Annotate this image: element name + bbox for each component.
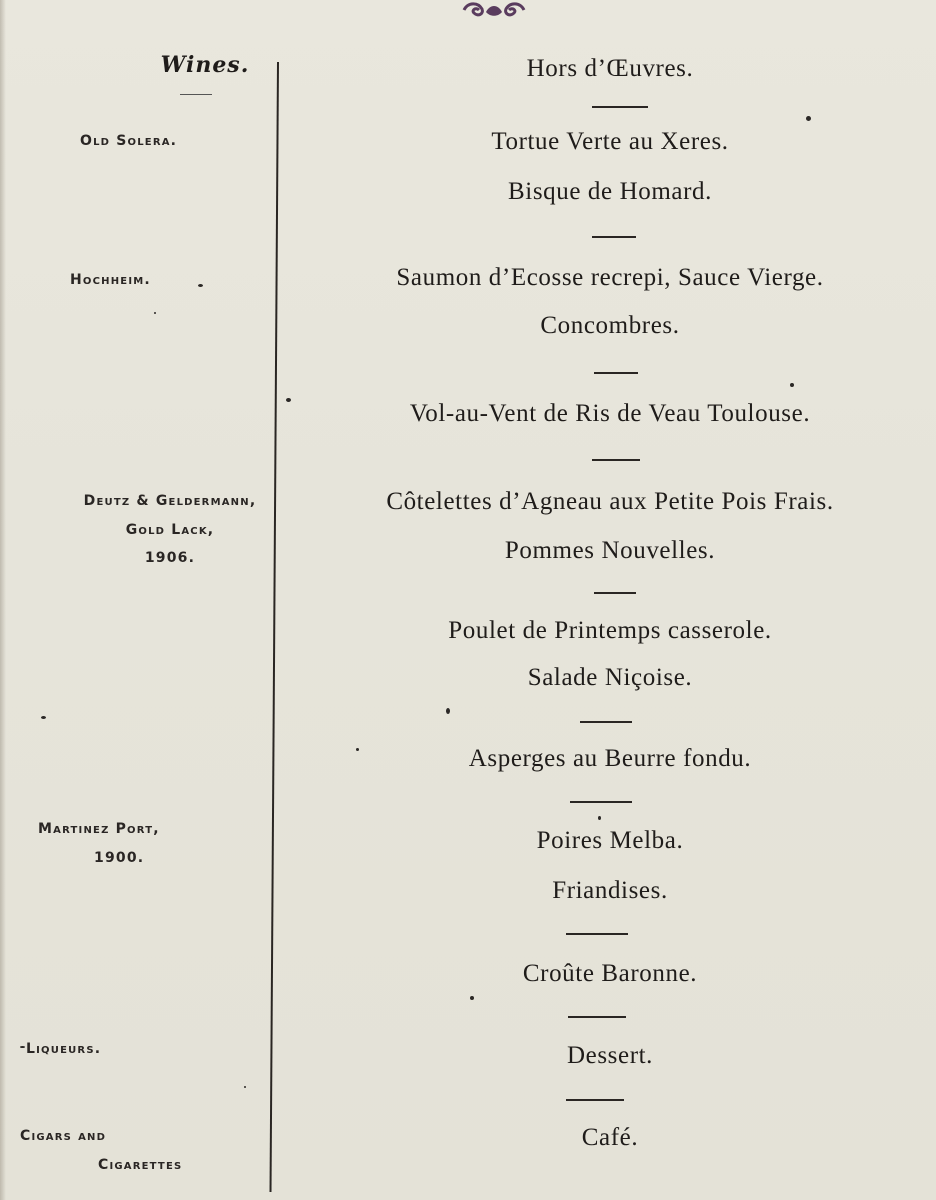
course-poires-melba: Poires Melba. [536, 827, 684, 854]
ink-speck [198, 284, 203, 287]
course-cafe: Café. [581, 1124, 639, 1151]
wine-martinez-port: Martinez Port, [38, 821, 160, 837]
course-cotelettes-agneau: Côtelettes d’Agneau aux Petite Pois Frais. [386, 488, 834, 515]
column-divider [270, 62, 279, 1192]
ink-speck [154, 312, 156, 314]
wine-gold-lack: Gold Lack, [125, 522, 215, 538]
course-separator [566, 933, 628, 935]
course-separator [592, 236, 636, 238]
ink-speck [286, 398, 291, 402]
wines-heading: Wines. [160, 52, 250, 78]
course-separator [592, 106, 648, 108]
course-croute-baronne: Croûte Baronne. [522, 960, 698, 987]
ink-speck [598, 816, 601, 820]
course-hors-doeuvres: Hors d’Œuvres. [526, 55, 694, 82]
flourish-ornament-icon [458, 0, 530, 20]
wines-heading-rule [180, 94, 212, 95]
wine-deutz-geldermann: Deutz & Geldermann, [83, 493, 257, 509]
course-friandises: Friandises. [552, 877, 668, 904]
course-bisque-homard: Bisque de Homard. [508, 178, 712, 205]
ink-speck [20, 1046, 25, 1048]
course-dessert: Dessert. [566, 1042, 654, 1069]
course-saumon-ecosse: Saumon d’Ecosse recrepi, Sauce Vierge. [396, 264, 824, 291]
ink-speck [356, 748, 359, 751]
course-asperges: Asperges au Beurre fondu. [468, 745, 752, 772]
course-vol-au-vent: Vol-au-Vent de Ris de Veau Toulouse. [409, 400, 811, 427]
course-pommes-nouvelles: Pommes Nouvelles. [504, 537, 716, 564]
wine-vintage-1900: 1900. [94, 850, 145, 866]
course-separator [570, 801, 632, 803]
wine-cigars: Cigars and [20, 1128, 107, 1144]
ink-speck [806, 116, 811, 121]
course-separator [568, 1016, 626, 1018]
course-concombres: Concombres. [540, 312, 680, 339]
wine-vintage-1906: 1906. [144, 550, 196, 566]
course-separator [594, 372, 638, 374]
course-separator [566, 1099, 624, 1101]
course-poulet-printemps: Poulet de Printemps casserole. [448, 617, 772, 644]
ink-speck [244, 1086, 246, 1088]
ink-speck [470, 996, 474, 1000]
course-tortue-verte: Tortue Verte au Xeres. [491, 128, 729, 155]
ink-speck [41, 716, 46, 719]
course-separator [592, 459, 640, 461]
wine-old-solera: Old Solera. [80, 133, 178, 149]
course-separator [580, 721, 632, 723]
page-edge-shadow [0, 0, 6, 1200]
ink-speck [446, 708, 450, 714]
wine-hochheim: Hochheim. [70, 272, 151, 288]
course-salade-nicoise: Salade Niçoise. [527, 664, 693, 691]
wine-cigarettes: Cigarettes [98, 1157, 183, 1173]
wine-liqueurs: Liqueurs. [26, 1041, 102, 1057]
course-separator [594, 592, 636, 594]
ink-speck [790, 383, 794, 387]
